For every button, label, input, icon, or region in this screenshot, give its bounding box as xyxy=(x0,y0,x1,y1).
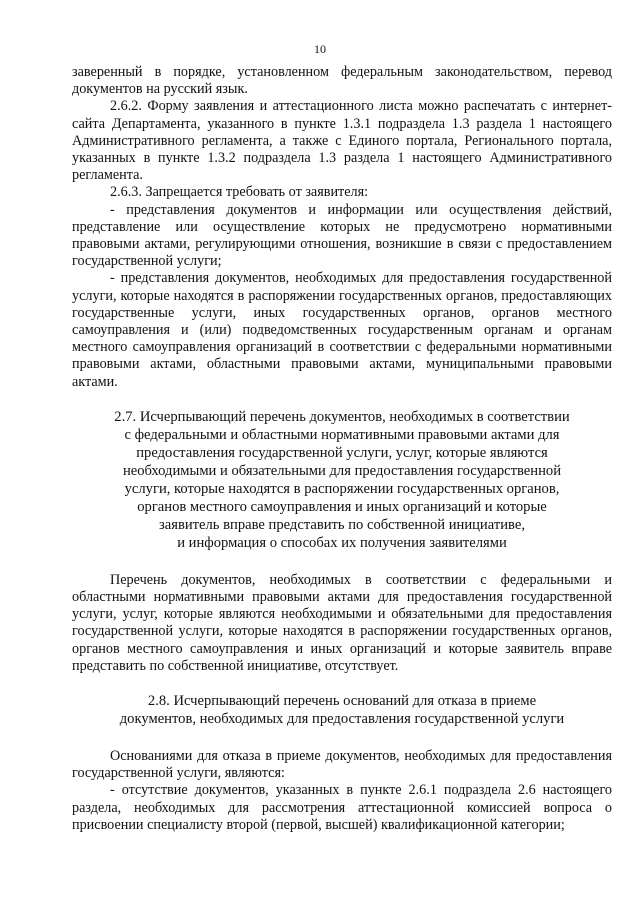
paragraph-2-8-text: Основаниями для отказа в приеме документов, необходимых для предоставления государственной услуги, являются: xyxy=(72,748,612,782)
paragraph-continuation: заверенный в порядке, установленном федеральным законодательством, перевод документов на русский язык. xyxy=(72,64,612,98)
section-heading-2-8 xyxy=(72,692,612,728)
heading-line: услуги, которые находятся в распоряжении государственных органов, xyxy=(124,480,560,497)
list-item-refusal-1: - отсутствие документов, указанных в пункте 2.6.1 подраздела 2.6 настоящего раздела, необходимых для рассмотрения аттестационной комиссией вопроса о присвоении специалисту второй (первой, высшей) квалификационной категории; xyxy=(72,782,612,833)
heading-line: документов, необходимых для предоставления государственной услуги xyxy=(119,711,565,728)
heading-line: органов местного самоуправления и иных организаций и которые xyxy=(137,498,547,515)
heading-line: необходимыми и обязательными для предоставления государственной xyxy=(122,462,562,479)
heading-line: предоставления государственной услуги, услуг, которые являются xyxy=(136,444,548,461)
heading-line: 2.7. Исчерпывающий перечень документов, необходимых в соответствии xyxy=(114,408,570,425)
heading-line: 2.8. Исчерпывающий перечень оснований для отказа в приеме xyxy=(147,693,537,710)
heading-line: с федеральными и областными нормативными правовыми актами для xyxy=(124,426,560,443)
list-item-prohibition-1: - представления документов и информации или осуществления действий, представление или осуществление которых не предусмотрено нормативными правовыми актами, регулирующими отношения, возникшие в связи с предоставлением государственной услуги; xyxy=(72,201,612,270)
list-item-prohibition-2: - представления документов, необходимых для предоставления государственной услуги, которые находятся в распоряжении государственных органов, предоставляющих государственные услуги, иных государственных органов, органов местного самоуправления и (или) подведомственных государственным органам и органам местного самоуправления организаций в соответствии с федеральными нормативными правовыми актами, областными правовыми актами, муниципальными правовыми актами. xyxy=(72,270,612,390)
paragraph-2-6-2: 2.6.2. Форму заявления и аттестационного листа можно распечатать с интернет-сайта Департамента, указанного в пункте 1.3.1 подраздела 1.3 раздела 1 настоящего Административного регламента, а также с Единого портала, Регионального портала, указанных в пункте 1.3.2 подраздела 1.3 раздела 1 настоящего Административного регламента. xyxy=(72,98,612,184)
document-body xyxy=(72,64,612,834)
heading-line: заявитель вправе представить по собственной инициативе, xyxy=(159,516,525,533)
paragraph-2-6-3: 2.6.3. Запрещается требовать от заявителя: xyxy=(110,184,369,201)
section-heading-2-7 xyxy=(72,408,612,552)
paragraph-2-7-text: Перечень документов, необходимых в соответствии с федеральными и областными нормативными правовыми актами для предоставления государственной услуги, услуг, которые являются необходимыми и обязательными для предоставления государственной услуги, которые находятся в распоряжении государственных органов, органов местного самоуправления и иных организаций и которые заявитель вправе представить по собственной инициативе, отсутствует. xyxy=(72,571,612,674)
page-number: 10 xyxy=(314,42,326,56)
heading-line: и информация о способах их получения заявителями xyxy=(177,534,507,551)
